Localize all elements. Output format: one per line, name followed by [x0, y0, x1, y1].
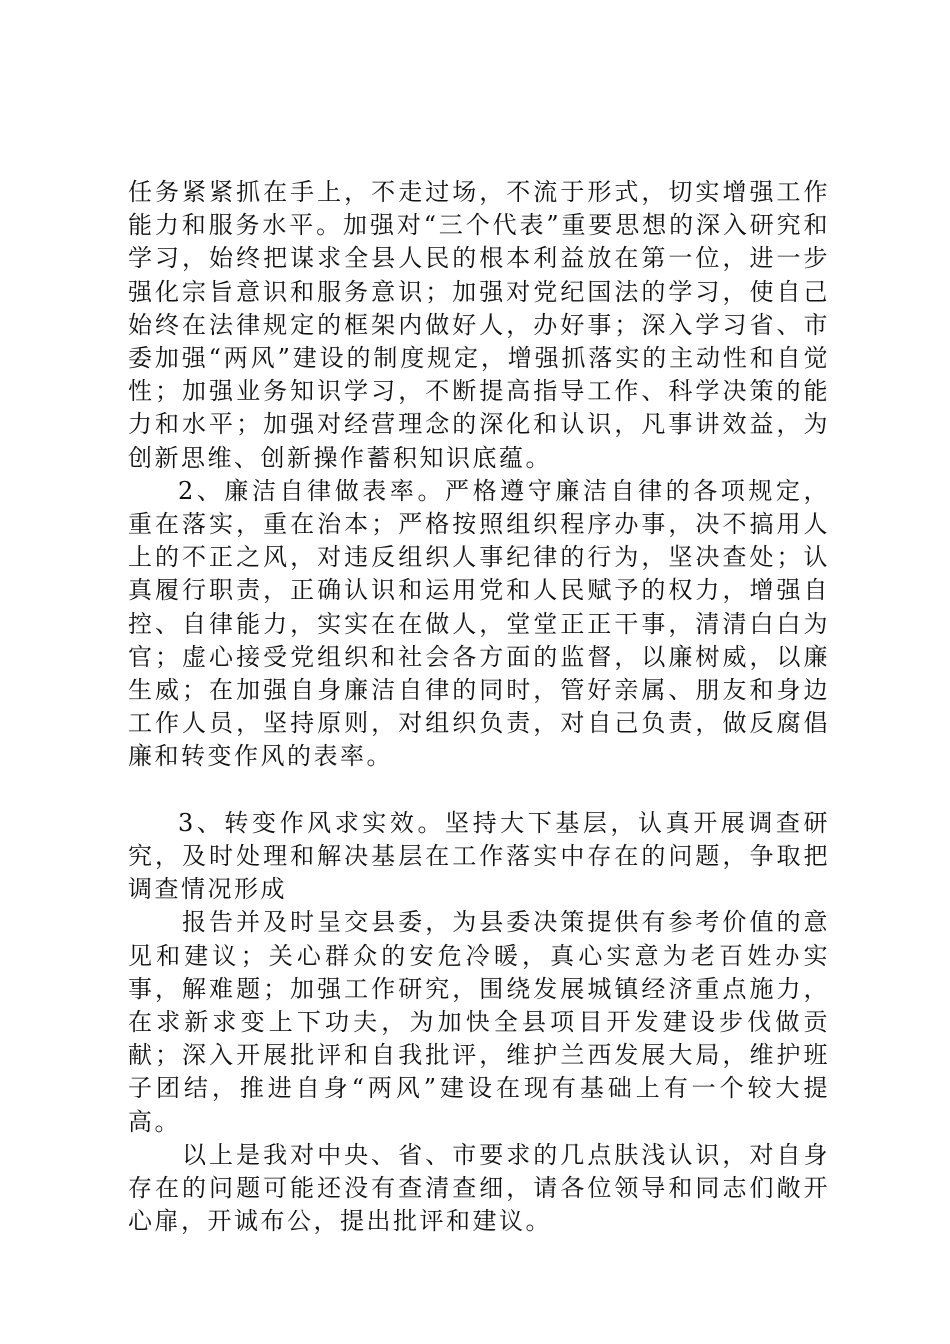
paragraph-conclusion: 以上是我对中央、省、市要求的几点肤浅认识，对自身存在的问题可能还没有查清查细，请各位领导和同志们敞开心扉，开诚布公，提出批评和建议。: [128, 1140, 830, 1236]
paragraph-continuation: 任务紧紧抓在手上，不走过场，不流于形式，切实增强工作能力和服务水平。加强对“三个代表”重要思想的深入研究和学习，始终把谋求全县人民的根本利益放在第一位，进一步强化宗旨意识和服务意识；加强对党纪国法的学习，使自己始终在法律规定的框架内做好人，办好事；深入学习省、市委加强“两风”建设的制度规定，增强抓落实的主动性和自觉性；加强业务知识学习，不断提高指导工作、科学决策的能力和水平；加强对经营理念的深化和认识，凡事讲效益，为创新思维、创新操作蓄积知识底蕴。: [128, 178, 830, 472]
paragraph-work-style: 3、转变作风求实效。坚持大下基层，认真开展调查研究，及时处理和解决基层在工作落实中存在的问题，争取把调查情况形成: [128, 808, 830, 904]
paragraph-integrity: 2、廉洁自律做表率。严格遵守廉洁自律的各项规定，重在落实，重在治本；严格按照组织程序办事，决不搞用人上的不正之风，对违反组织人事纪律的行为，坚决查处；认真履行职责，正确认识和运用党和人民赋予的权力，增强自控、自律能力，实实在在做人，堂堂正正干事，清清白白为官；虚心接受党组织和社会各方面的监督，以廉树威，以廉生威；在加强自身廉洁自律的同时，管好亲属、朋友和身边工作人员，坚持原则，对组织负责，对自己负责，做反腐倡廉和转变作风的表率。: [128, 476, 830, 771]
paragraph-gap: [128, 774, 830, 807]
paragraph-report: 报告并及时呈交县委，为县委决策提供有参考价值的意见和建议；关心群众的安危冷暖，真心实意为老百姓办实事，解难题；加强工作研究，围绕发展城镇经济重点施力，在求新求变上下功夫，为加快全县项目开发建设步伐做贡献；深入开展批评和自我批评，维护兰西发展大局，维护班子团结，推进自身“两风”建设在现有基础上有一个较大提高。: [128, 908, 830, 1136]
document-body: [128, 176, 830, 1238]
